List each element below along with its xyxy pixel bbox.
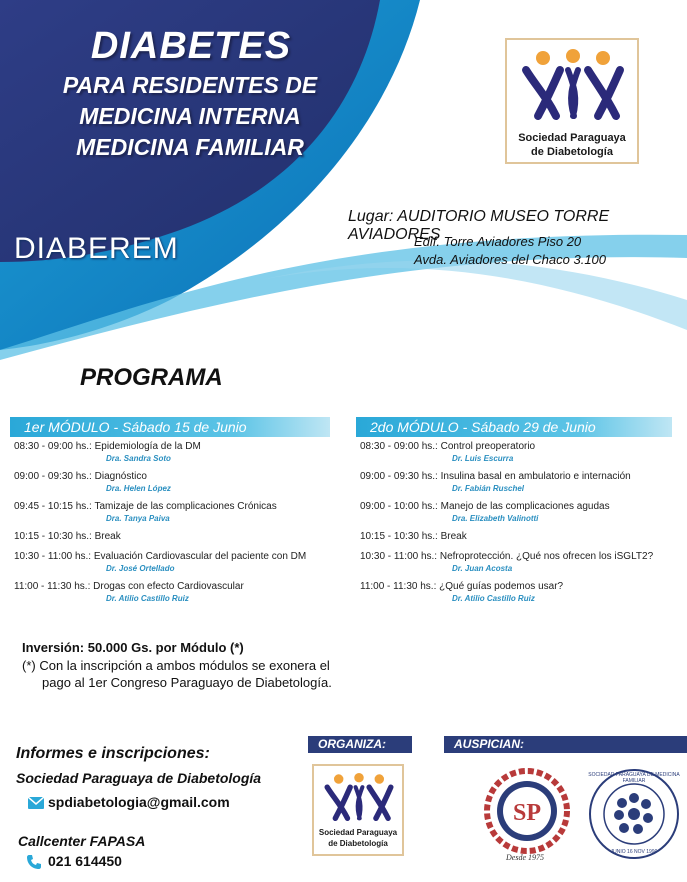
contact-phone[interactable]: 021 614450 <box>48 853 122 869</box>
seal2-ring-text: SOCIEDAD PARAGUAYA DE MEDICINA FAMILIAR <box>588 772 680 784</box>
schedule-row <box>360 581 563 592</box>
session-topic: Break <box>94 531 121 542</box>
session-time: 10:30 - 11:00 hs.: <box>14 551 94 562</box>
schedule-row <box>14 471 147 482</box>
brand-logo: DIABEREM <box>14 232 179 265</box>
investment-line-1: Inversión: 50.000 Gs. por Módulo (*) <box>22 640 244 655</box>
organiza-label: ORGANIZA: <box>308 736 412 753</box>
schedule-row <box>14 441 201 452</box>
session-time: 10:30 - 11:00 hs.: <box>360 551 440 562</box>
session-topic: Epidemiología de la DM <box>94 441 201 452</box>
session-time: 08:30 - 09:00 hs.: <box>360 441 441 452</box>
venue-place: AUDITORIO MUSEO TORRE AVIADORES <box>348 208 610 243</box>
session-time: 09:00 - 10:00 hs.: <box>360 501 441 512</box>
venue-line-3: Avda. Aviadores del Chaco 3.100 <box>414 252 607 267</box>
society-emblem-icon <box>508 46 638 126</box>
page-title: DIABETES <box>90 25 292 67</box>
schedule-row <box>360 531 467 542</box>
session-topic: Break <box>440 531 467 542</box>
schedule-row <box>14 551 306 562</box>
session-time: 11:00 - 11:30 hs.: <box>14 581 94 592</box>
organiza-logo <box>312 764 404 856</box>
subtitle-line-3: MEDICINA FAMILIAR <box>76 134 304 160</box>
phone-icon <box>26 854 42 870</box>
subtitle-line-1: PARA RESIDENTES DE <box>62 72 318 98</box>
society-emblem-small-icon <box>315 770 403 826</box>
schedule-row <box>14 531 121 542</box>
programa-title: PROGRAMA <box>80 364 223 391</box>
module1-heading: 1er MÓDULO - Sábado 15 de Junio <box>10 417 330 437</box>
schedule-row <box>360 501 610 512</box>
subtitle-line-2: MEDICINA INTERNA <box>79 103 301 129</box>
envelope-icon <box>28 797 44 809</box>
venue-label: Lugar: <box>348 208 394 225</box>
session-speaker: Dr. Juan Acosta <box>452 564 513 573</box>
callcenter-label: Callcenter FAPASA <box>18 833 146 849</box>
session-speaker: Dra. Helen López <box>106 484 171 493</box>
session-speaker: Dr. Atilio Castillo Ruiz <box>106 594 189 603</box>
session-speaker: Dr. Atilio Castillo Ruiz <box>452 594 535 603</box>
session-topic: Control preoperatorio <box>440 441 536 452</box>
venue-line-2: Edif. Torre Aviadores Piso 20 <box>414 234 582 249</box>
session-topic: Manejo de las complicaciones agudas <box>440 501 610 512</box>
society-name-line2: de Diabetología <box>531 146 613 158</box>
session-topic: ¿Qué guías podemos usar? <box>439 581 564 592</box>
schedule-row <box>14 581 244 592</box>
seal2-date: JUNIO 16 NOV 1990 <box>610 849 658 855</box>
contact-title: Informes e inscripciones: <box>16 745 210 762</box>
session-speaker: Dr. José Ortellado <box>106 564 175 573</box>
schedule-row <box>360 551 653 562</box>
organiza-name-line1: Sociedad Paraguaya <box>318 828 398 837</box>
module2-heading: 2do MÓDULO - Sábado 29 de Junio <box>356 417 672 437</box>
schedule-row <box>360 441 535 452</box>
session-topic: Drogas con efecto Cardiovascular <box>93 581 244 592</box>
session-speaker: Dr. Fabián Ruschel <box>452 484 525 493</box>
session-speaker: Dra. Tanya Paiva <box>106 514 170 523</box>
contact-email[interactable]: spdiabetologia@gmail.com <box>48 794 230 810</box>
session-topic: Evaluación Cardiovascular del paciente con DM <box>93 551 307 562</box>
session-time: 09:00 - 09:30 hs.: <box>360 471 441 482</box>
auspician-label: AUSPICIAN: <box>444 736 687 753</box>
contact-org: Sociedad Paraguaya de Diabetología <box>16 770 262 786</box>
session-time: 11:00 - 11:30 hs.: <box>360 581 440 592</box>
session-topic: Insulina basal en ambulatorio e internación <box>440 471 631 482</box>
svg-text:SP: SP <box>512 800 542 826</box>
schedule-row <box>14 501 277 512</box>
session-speaker: Dra. Sandra Soto <box>106 454 171 463</box>
investment-line-2: (*) Con la inscripción a ambos módulos se exonera el <box>22 658 330 673</box>
schedule-row <box>360 471 631 482</box>
session-topic: Tamizaje de las complicaciones Crónicas <box>94 501 277 512</box>
society-name-line1: Sociedad Paraguaya <box>518 132 626 144</box>
session-time: 09:00 - 09:30 hs.: <box>14 471 95 482</box>
session-time: 08:30 - 09:00 hs.: <box>14 441 95 452</box>
session-speaker: Dra. Elizabeth Valinotti <box>452 514 539 523</box>
seal1-caption: Desde 1975 <box>506 853 544 862</box>
session-time: 10:15 - 10:30 hs.: <box>360 531 441 542</box>
investment-line-3: pago al 1er Congreso Paraguayo de Diabetología. <box>42 675 332 690</box>
session-time: 09:45 - 10:15 hs.: <box>14 501 95 512</box>
session-topic: Nefroprotección. ¿Qué nos ofrecen los iSGLT2? <box>439 551 654 562</box>
session-topic: Diagnóstico <box>94 471 147 482</box>
light-swoosh-2 <box>260 260 687 330</box>
sponsor-seal-spm <box>484 768 570 854</box>
society-logo <box>505 38 639 164</box>
session-time: 10:15 - 10:30 hs.: <box>14 531 95 542</box>
session-speaker: Dr. Luis Escurra <box>452 454 514 463</box>
organiza-name-line2: de Diabetología <box>328 839 388 848</box>
